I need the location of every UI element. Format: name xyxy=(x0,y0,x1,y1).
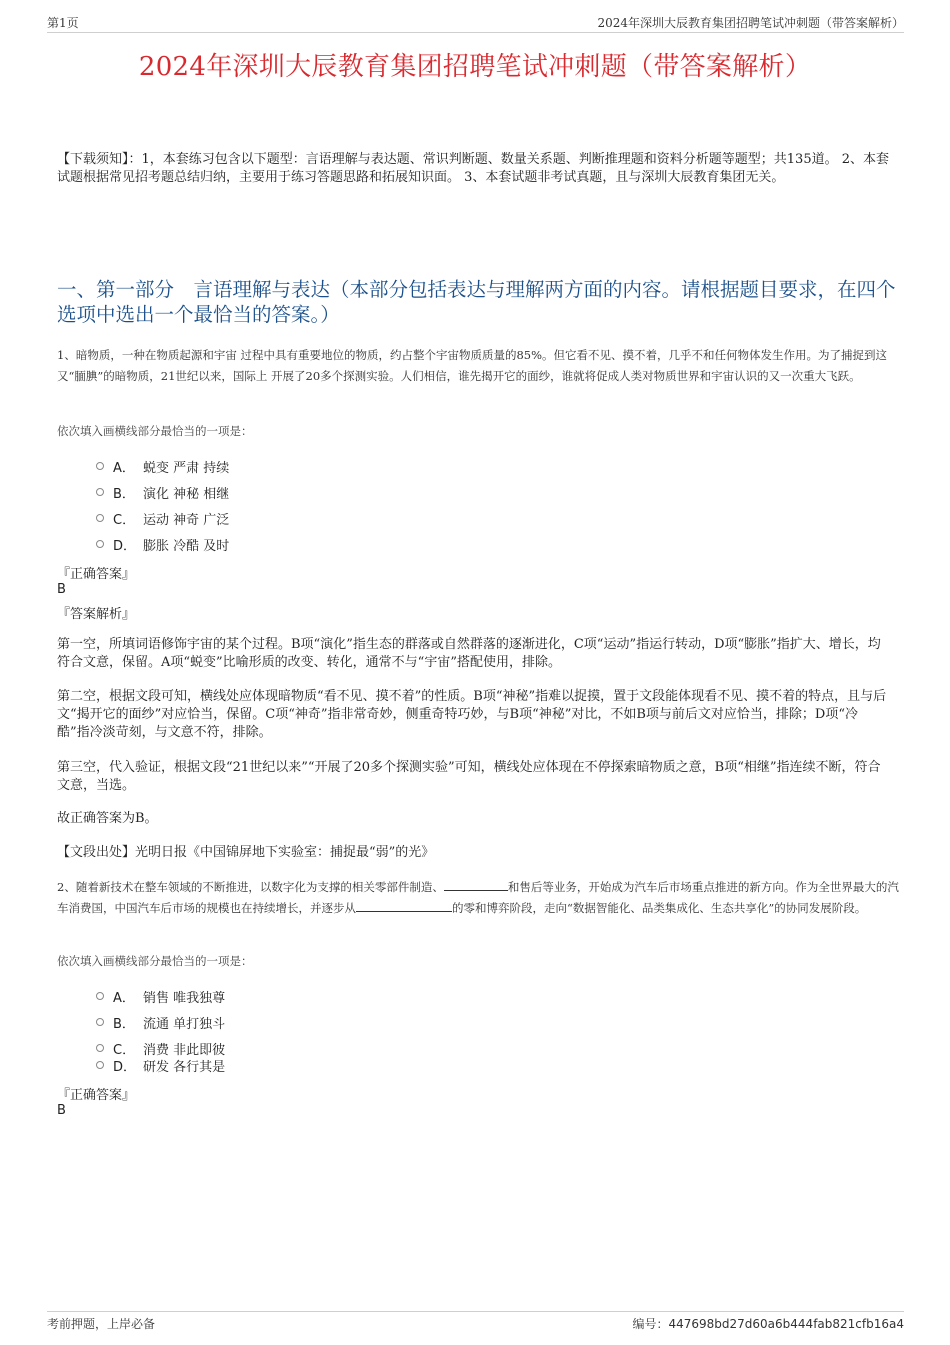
option-letter: D． xyxy=(113,538,137,554)
fill-blank xyxy=(444,880,508,891)
option-text: 膨胀 冷酷 及时 xyxy=(143,538,230,554)
radio-icon[interactable] xyxy=(96,514,104,522)
radio-icon[interactable] xyxy=(96,462,104,470)
page-footer xyxy=(47,1311,904,1332)
document-title: 2024年深圳大辰教育集团招聘笔试冲刺题（带答案解析） xyxy=(138,52,812,82)
option-letter: A． xyxy=(113,990,135,1006)
page-header xyxy=(47,14,904,33)
radio-icon[interactable] xyxy=(96,1061,104,1069)
option-text: 运动 神奇 广泛 xyxy=(143,512,230,528)
question-1-answer: B xyxy=(57,582,66,597)
option-text: 演化 神秘 相继 xyxy=(143,486,230,502)
option-letter: A． xyxy=(113,460,135,476)
analysis-paragraph: 第二空，根据文段可知，横线处应体现暗物质“看不见、摸不着”的性质。B项“神秘”指难以捉摸，置于文段能体现看不见、摸不着的特点，且与后文“揭开它的面纱”对应恰当，保留。C项“神奇”指非常奇妙，侧重奇特巧妙，与B项“神秘”对比，不如B项与前后文对应恰当，排除；D项“冷酷”指冷淡苛刻，与文意不符，排除。 xyxy=(57,689,887,740)
running-title: 2024年深圳大辰教育集团招聘笔试冲刺题（带答案解析） xyxy=(597,16,904,30)
question-2-text: 2、随着新技术在整车领域的不断推进，以数字化为支撑的相关零部件制造、 和售后等业务，开始成为汽车后市场重点推进的新方向。作为全世界最大的汽车消费国，中国汽车后市场的规模也在持续增长，并逐步从 的零和博弈阶段，走向“数据智能化、品类集成化、生态共享化”的协同发展阶段。 xyxy=(57,880,899,915)
question-1-option-b[interactable] xyxy=(96,483,229,501)
option-letter: B． xyxy=(113,486,135,502)
radio-icon[interactable] xyxy=(96,992,104,1000)
option-letter: C． xyxy=(113,512,136,528)
passage-source: 【文段出处】光明日报《中国锦屏地下实验室：捕捉最“弱”的光》 xyxy=(57,845,435,860)
question-1-text: 1、暗物质，一种在物质起源和宇宙 过程中具有重要地位的物质，约占整个宇宙物质质量的85%。但它看不见、摸不着，几乎不和任何物体发生作用。为了捕捉到这 又“腼腆”的暗物质，21世纪以来，国际上 开展了20多个探测实验。人们相信，谁先揭开它的面纱，谁就将促成人类对物质世界和宇宙认识的又一次重大飞跃。 xyxy=(57,348,888,383)
question-1-option-d[interactable] xyxy=(96,535,229,553)
option-text: 消费 非此即彼 xyxy=(143,1042,226,1058)
document-id-code: 447698bd27d60a6b444fab821cfb16a4 xyxy=(668,1317,904,1331)
analysis-conclusion: 故正确答案为B。 xyxy=(57,811,158,826)
section-heading: 一、第一部分 言语理解与表达（本部分包括表达与理解两方面的内容。请根据题目要求，在四个选项中选出一个最恰当的答案。） xyxy=(57,278,896,326)
analysis-paragraph: 第三空，代入验证，根据文段“21世纪以来”“开展了20多个探测实验”可知，横线处应体现在不停探索暗物质之意，B项“相继”指连续不断，符合文意，当选。 xyxy=(57,760,881,793)
question-2-option-b[interactable] xyxy=(96,1013,225,1031)
question-1-analysis-label: 『答案解析』 xyxy=(57,607,136,622)
radio-icon[interactable] xyxy=(96,1018,104,1026)
radio-icon[interactable] xyxy=(96,488,104,496)
radio-icon[interactable] xyxy=(96,1044,104,1052)
question-2-option-d[interactable] xyxy=(96,1056,225,1074)
option-text: 蜕变 严肃 持续 xyxy=(143,460,230,476)
page-number: 第1页 xyxy=(47,16,79,30)
question-2-instruction: 依次填入画横线部分最恰当的一项是： xyxy=(57,954,253,968)
option-text: 研发 各行其是 xyxy=(143,1059,226,1075)
option-text: 流通 单打独斗 xyxy=(143,1016,226,1032)
footer-slogan: 考前押题，上岸必备 xyxy=(47,1317,156,1331)
option-letter: B． xyxy=(113,1016,135,1032)
question-2-answer-label: 『正确答案』 xyxy=(57,1088,136,1103)
option-letter: C． xyxy=(113,1042,136,1058)
option-text: 销售 唯我独尊 xyxy=(143,990,226,1006)
question-1-option-a[interactable] xyxy=(96,457,229,475)
question-2-option-c[interactable] xyxy=(96,1039,225,1057)
option-letter: D． xyxy=(113,1059,137,1075)
question-2-option-a[interactable] xyxy=(96,987,225,1005)
document-id: 编号：447698bd27d60a6b444fab821cfb16a4 xyxy=(632,1317,904,1331)
download-notice: 【下载须知】：1，本套练习包含以下题型：言语理解与表达题、常识判断题、数量关系题、判断推理题和资料分析题等题型；共135道。 2、本套试题根据常见招考题总结归纳，主要用于练习答题思路和拓展知识面。 3、本套试题非考试真题，且与深圳大辰教育集团无关。 xyxy=(57,152,889,185)
question-2-answer: B xyxy=(57,1103,66,1118)
question-1-instruction: 依次填入画横线部分最恰当的一项是： xyxy=(57,424,253,438)
question-1-option-c[interactable] xyxy=(96,509,229,527)
fill-blank xyxy=(356,901,452,912)
radio-icon[interactable] xyxy=(96,540,104,548)
analysis-paragraph: 第一空，所填词语修饰宇宙的某个过程。B项“演化”指生态的群落或自然群落的逐渐进化，C项“运动”指运行转动，D项“膨胀”指扩大、增长，均符合文意，保留。A项“蜕变”比喻形质的改变、转化，通常不与“宇宙”搭配使用，排除。 xyxy=(57,637,881,670)
question-1-answer-label: 『正确答案』 xyxy=(57,567,136,582)
